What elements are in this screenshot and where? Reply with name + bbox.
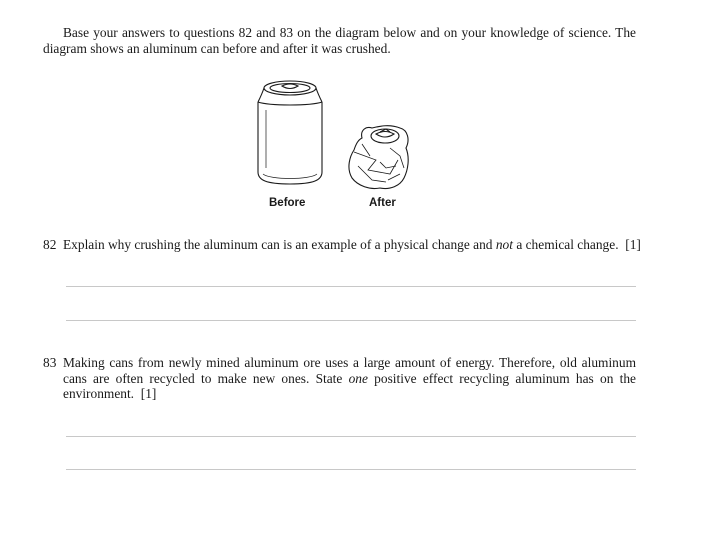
can-diagram <box>240 70 440 215</box>
uncrushed-can-image <box>258 81 322 184</box>
after-caption: After <box>369 197 396 209</box>
answer-line[interactable] <box>66 469 636 470</box>
credit-value: [1] <box>625 237 641 252</box>
emphasis-word: not <box>495 237 513 252</box>
question-text: Making cans from newly mined aluminum ore uses a large amount of energy. Therefore, old aluminum cans are often recycled to make new ones. State one positive effect recycling aluminum has on the environment. [1] <box>63 355 636 401</box>
question-82 <box>43 237 641 253</box>
credit-value: [1] <box>140 386 157 401</box>
question-number: 83 <box>43 355 57 370</box>
emphasis-word: one <box>348 370 368 386</box>
before-caption: Before <box>269 197 306 209</box>
instructions-paragraph: Base your answers to questions 82 and 83 on the diagram below and on your knowledge of science. The diagram shows an aluminum can before and after it was crushed. <box>43 25 636 56</box>
answer-line[interactable] <box>66 320 636 321</box>
answer-line[interactable] <box>66 436 636 437</box>
question-text: Explain why crushing the aluminum can is an example of a physical change and not a chemical change. [1] <box>63 237 641 252</box>
question-83 <box>43 355 636 405</box>
answer-line[interactable] <box>66 286 636 287</box>
question-number: 82 <box>43 237 57 252</box>
crushed-can-image <box>349 126 408 189</box>
